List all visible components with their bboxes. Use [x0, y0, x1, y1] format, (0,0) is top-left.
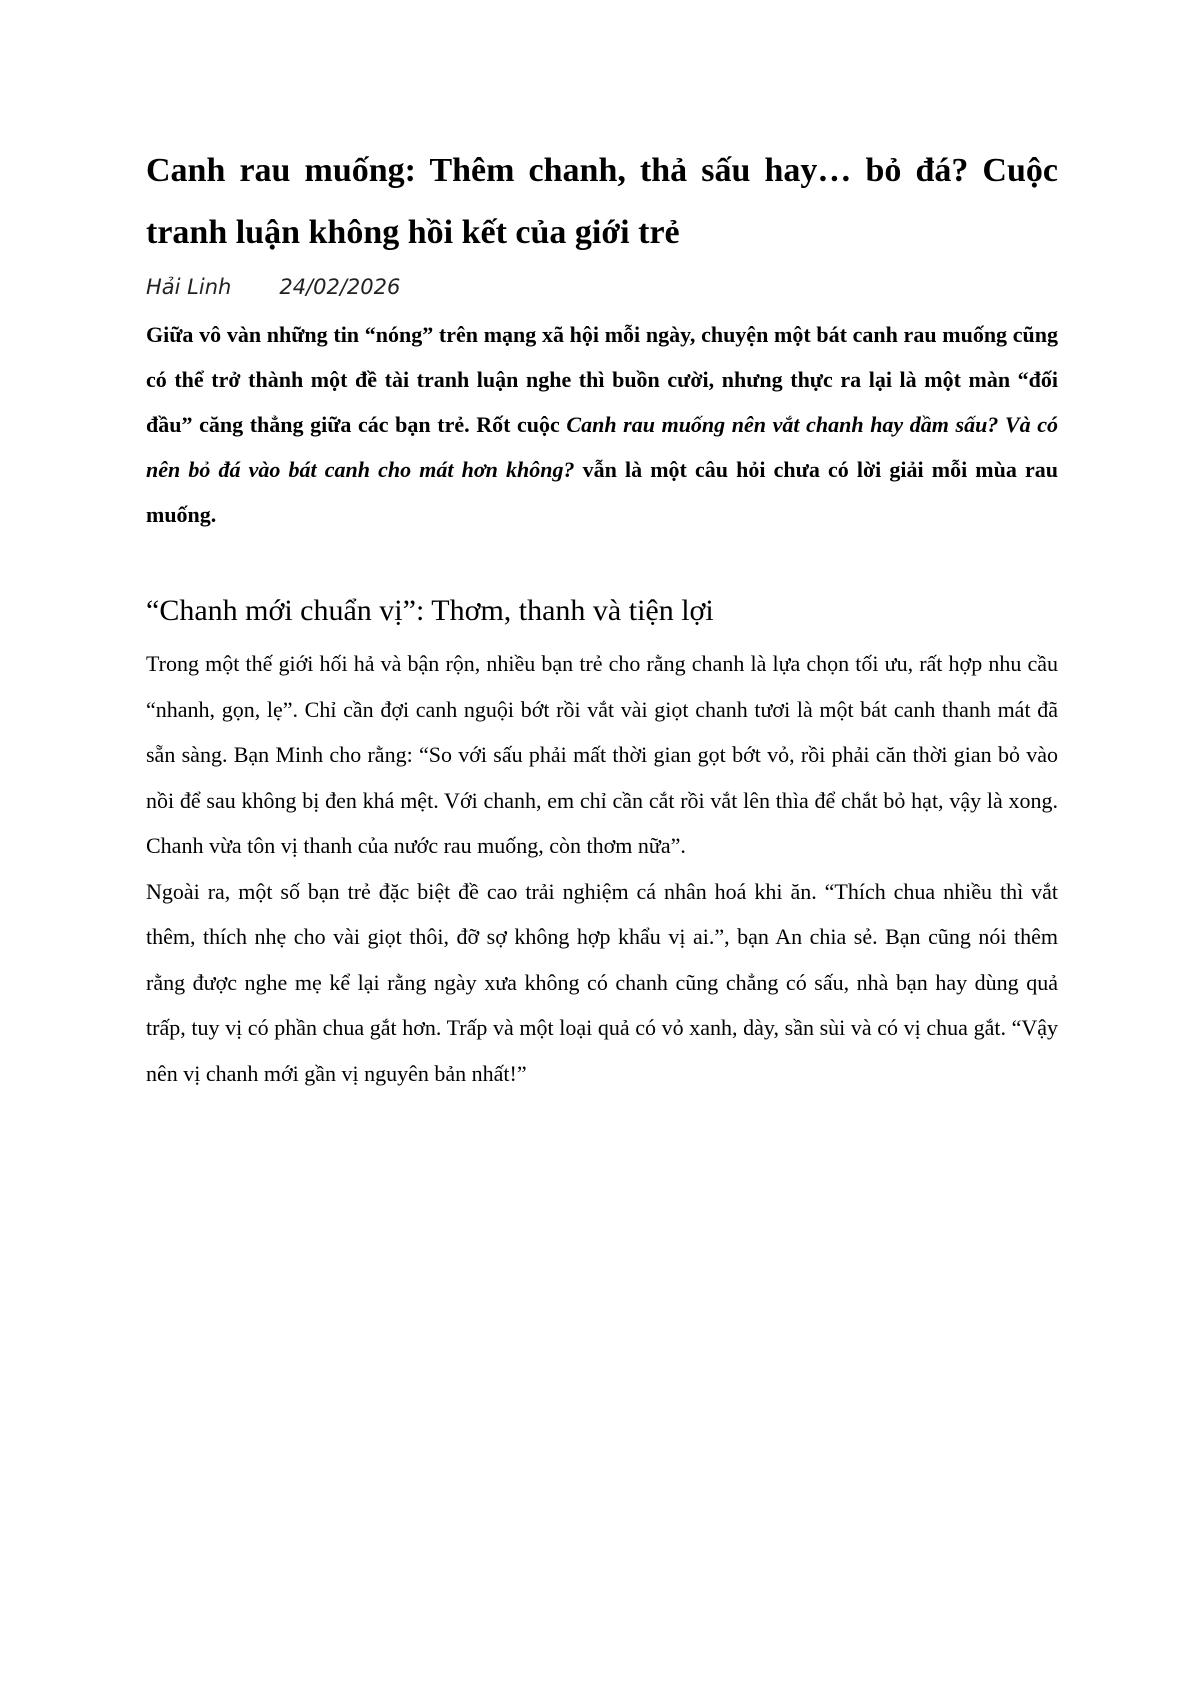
lede-question: Canh rau muống nên vắt chanh hay dầm sấu? Và có nên bỏ đá vào bát canh cho mát hơn không? — [146, 412, 1058, 482]
byline — [146, 272, 1058, 302]
lede-intro: Giữa vô vàn những tin “nóng” trên mạng xã hội mỗi ngày, chuyện một bát canh rau muống cũng có thể trở thành một đề tài tranh luận nghe thì buồn cười, nhưng thực ra lại là một màn “đối đầu” căng thẳng giữa các bạn trẻ. Rốt cuộc — [146, 322, 1058, 437]
body-paragraph: Trong một thế giới hối hả và bận rộn, nhiều bạn trẻ cho rằng chanh là lựa chọn tối ưu, rất hợp nhu cầu “nhanh, gọn, lẹ”. Chỉ cần đợi canh nguội bớt rồi vắt vài giọt chanh tươi là một bát canh thanh mát đã sẵn sàng. Bạn Minh cho rằng: “So với sấu phải mất thời gian gọt bớt vỏ, rồi phải căn thời gian bỏ vào nồi để sau không bị đen khá mệt. Với chanh, em chỉ cần cắt rồi vắt lên thìa để chắt bỏ hạt, vậy là xong. Chanh vừa tôn vị thanh của nước rau muống, còn thơm nữa”. — [146, 651, 1058, 858]
article — [146, 140, 1058, 1096]
publish-date: 24/02/2026 — [279, 275, 401, 299]
lede-outro: vẫn là một câu hỏi chưa có lời giải mỗi mùa rau muống. — [146, 457, 1058, 527]
article-title: Canh rau muống: Thêm chanh, thả sấu hay… bỏ đá? Cuộc tranh luận không hồi kết của giới trẻ — [146, 152, 1058, 251]
author-name: Hải Linh — [146, 275, 232, 299]
section-heading: “Chanh mới chuẩn vị”: Thơm, thanh và tiện lợi — [146, 594, 714, 627]
article-lede — [146, 312, 1058, 537]
body-paragraph: Ngoài ra, một số bạn trẻ đặc biệt đề cao trải nghiệm cá nhân hoá khi ăn. “Thích chua nhiều thì vắt thêm, thích nhẹ cho vài giọt thôi, đỡ sợ không hợp khẩu vị ai.”, bạn An chia sẻ. Bạn cũng nói thêm rằng được nghe mẹ kể lại rằng ngày xưa không có chanh cũng chẳng có sấu, nhà bạn hay dùng quả trấp, tuy vị có phần chua gắt hơn. Trấp và một loại quả có vỏ xanh, dày, sần sùi và có vị chua gắt. “Vậy nên vị chanh mới gần vị nguyên bản nhất!” — [146, 878, 1058, 1086]
